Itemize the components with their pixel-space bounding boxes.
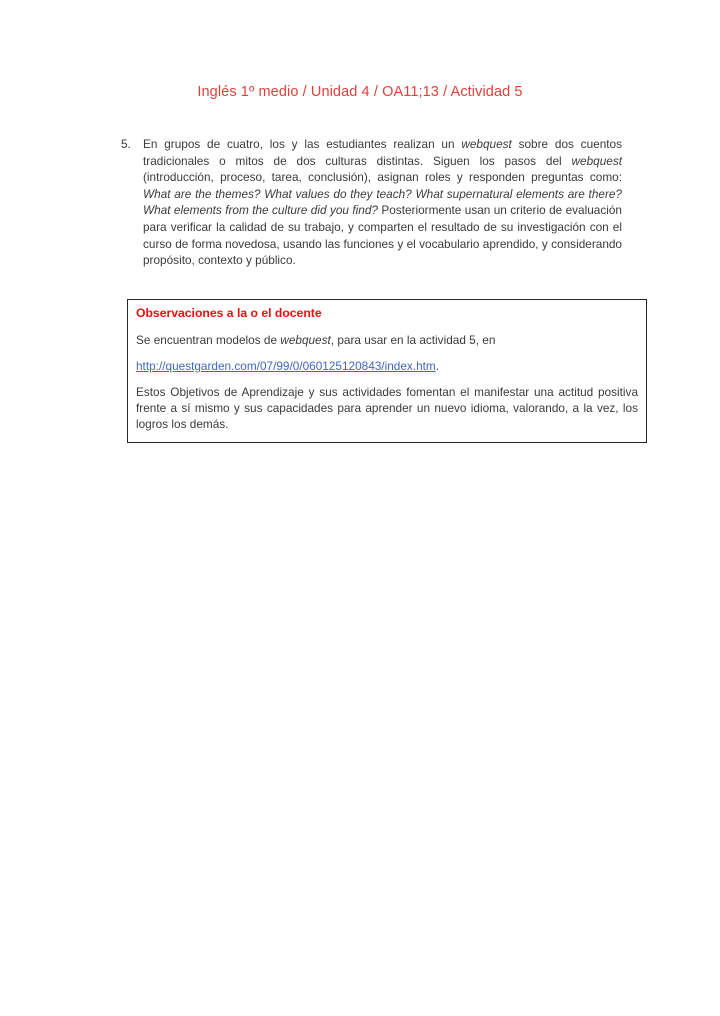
activity-number: 5. [121,137,131,151]
link-trailing-period: . [435,358,440,373]
document-page [0,84,720,1016]
activity-paragraph: En grupos de cuatro, los y las estudiantes realizan un webquest sobre dos cuentos tradicionales o mitos de dos culturas distintas. Siguen los pasos del webquest (introducción, proceso, tarea, conclusión), asignan roles y responden preguntas como: What are the themes? What values do they teach? What supernatural elements are there? What elements from the culture did you find? Posteriormente usan un criterio de evaluación para verificar la calidad de su trabajo, y comparten el resultado de su investigación con el curso de forma novedosa, usando las funciones y el vocabulario aprendido, y considerando propósito, contexto y público. [143,137,622,268]
observations-link-line [136,358,638,374]
observations-note: Estos Objetivos de Aprendizaje y sus actividades fomentan el manifestar una actitud positiva frente a sí mismo y sus capacidades para aprender un nuevo idioma, valorando, a la vez, los logros los demás. [136,384,638,431]
activity-item [121,136,622,269]
webquest-link[interactable]: http://questgarden.com/07/99/0/060125120843/index.htm [136,358,436,373]
teacher-observations-box [127,299,647,443]
page-title: Inglés 1º medio / Unidad 4 / OA11;13 / Actividad 5 [197,84,523,100]
observations-heading: Observaciones a la o el docente [136,305,322,320]
observations-intro: Se encuentran modelos de webquest, para usar en la actividad 5, en [136,332,496,347]
